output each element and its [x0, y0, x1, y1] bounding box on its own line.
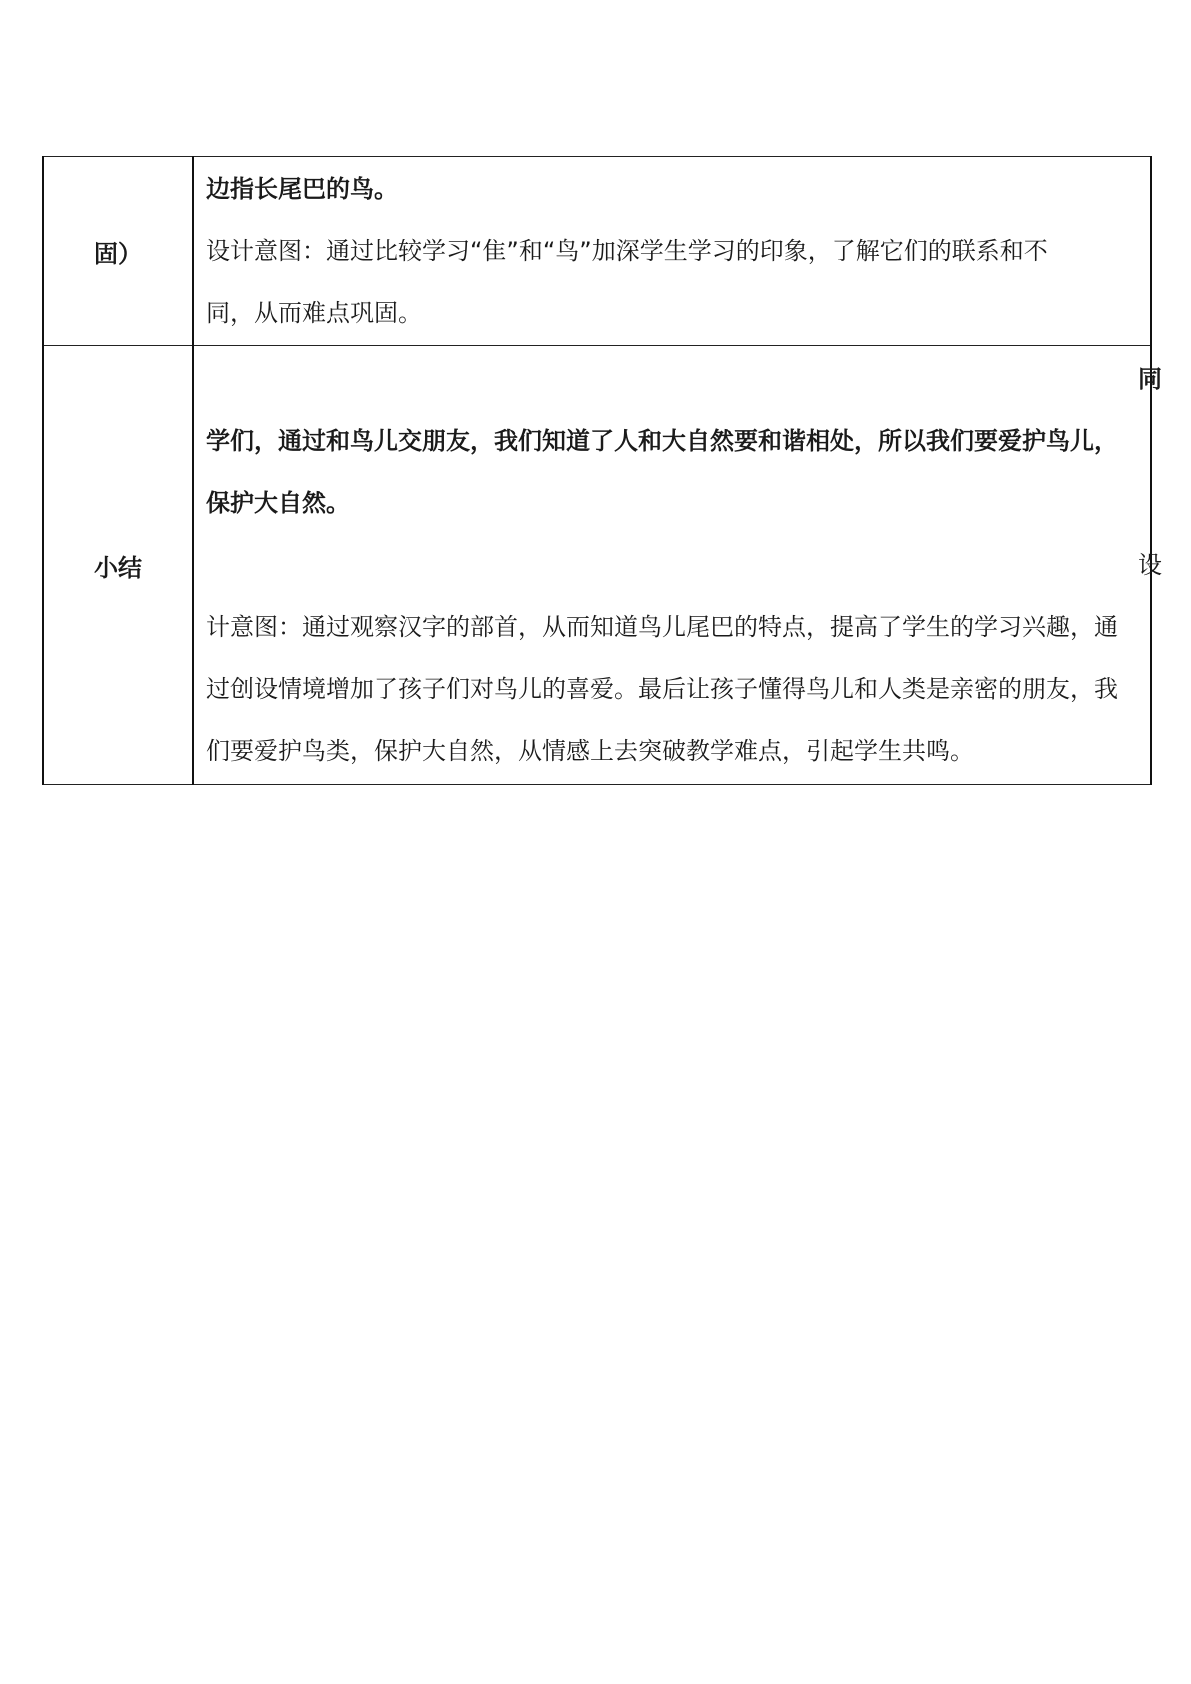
- design-intent-line: 过创设情境增加了孩子们对鸟儿的喜爱。最后让孩子懂得鸟儿和人类是亲密的朋友，我: [206, 675, 1118, 703]
- content-line: 边指长尾巴的鸟。: [206, 175, 398, 203]
- row-label-consolidation: 固）: [43, 157, 193, 346]
- row-content-summary: [193, 346, 1162, 785]
- design-intent-line: 同，从而难点巩固。: [206, 299, 422, 327]
- design-intent-line: 计意图：通过观察汉字的部首，从而知道鸟儿尾巴的特点，提高了学生的学习兴趣，通: [206, 613, 1118, 641]
- design-intent-line: 设: [1138, 551, 1162, 579]
- summary-line: 保护大自然。: [206, 489, 350, 517]
- design-intent-line: 们要爱护鸟类，保护大自然，从情感上去突破教学难点，引起学生共鸣。: [206, 737, 974, 765]
- summary-line: 学们，通过和鸟儿交朋友，我们知道了人和大自然要和谐相处，所以我们要爱护鸟儿，: [206, 427, 1118, 455]
- lesson-plan-table: [42, 156, 1162, 785]
- design-intent-line: 设计意图：通过比较学习“隹”和“鸟”加深学生学习的印象，了解它们的联系和不: [206, 237, 1048, 265]
- row-label-summary: 小结: [43, 346, 193, 785]
- table-row-consolidation: [43, 157, 1151, 346]
- table-row-summary: [43, 346, 1151, 785]
- row-content-consolidation: [193, 157, 1151, 346]
- summary-line: 同: [1138, 365, 1162, 393]
